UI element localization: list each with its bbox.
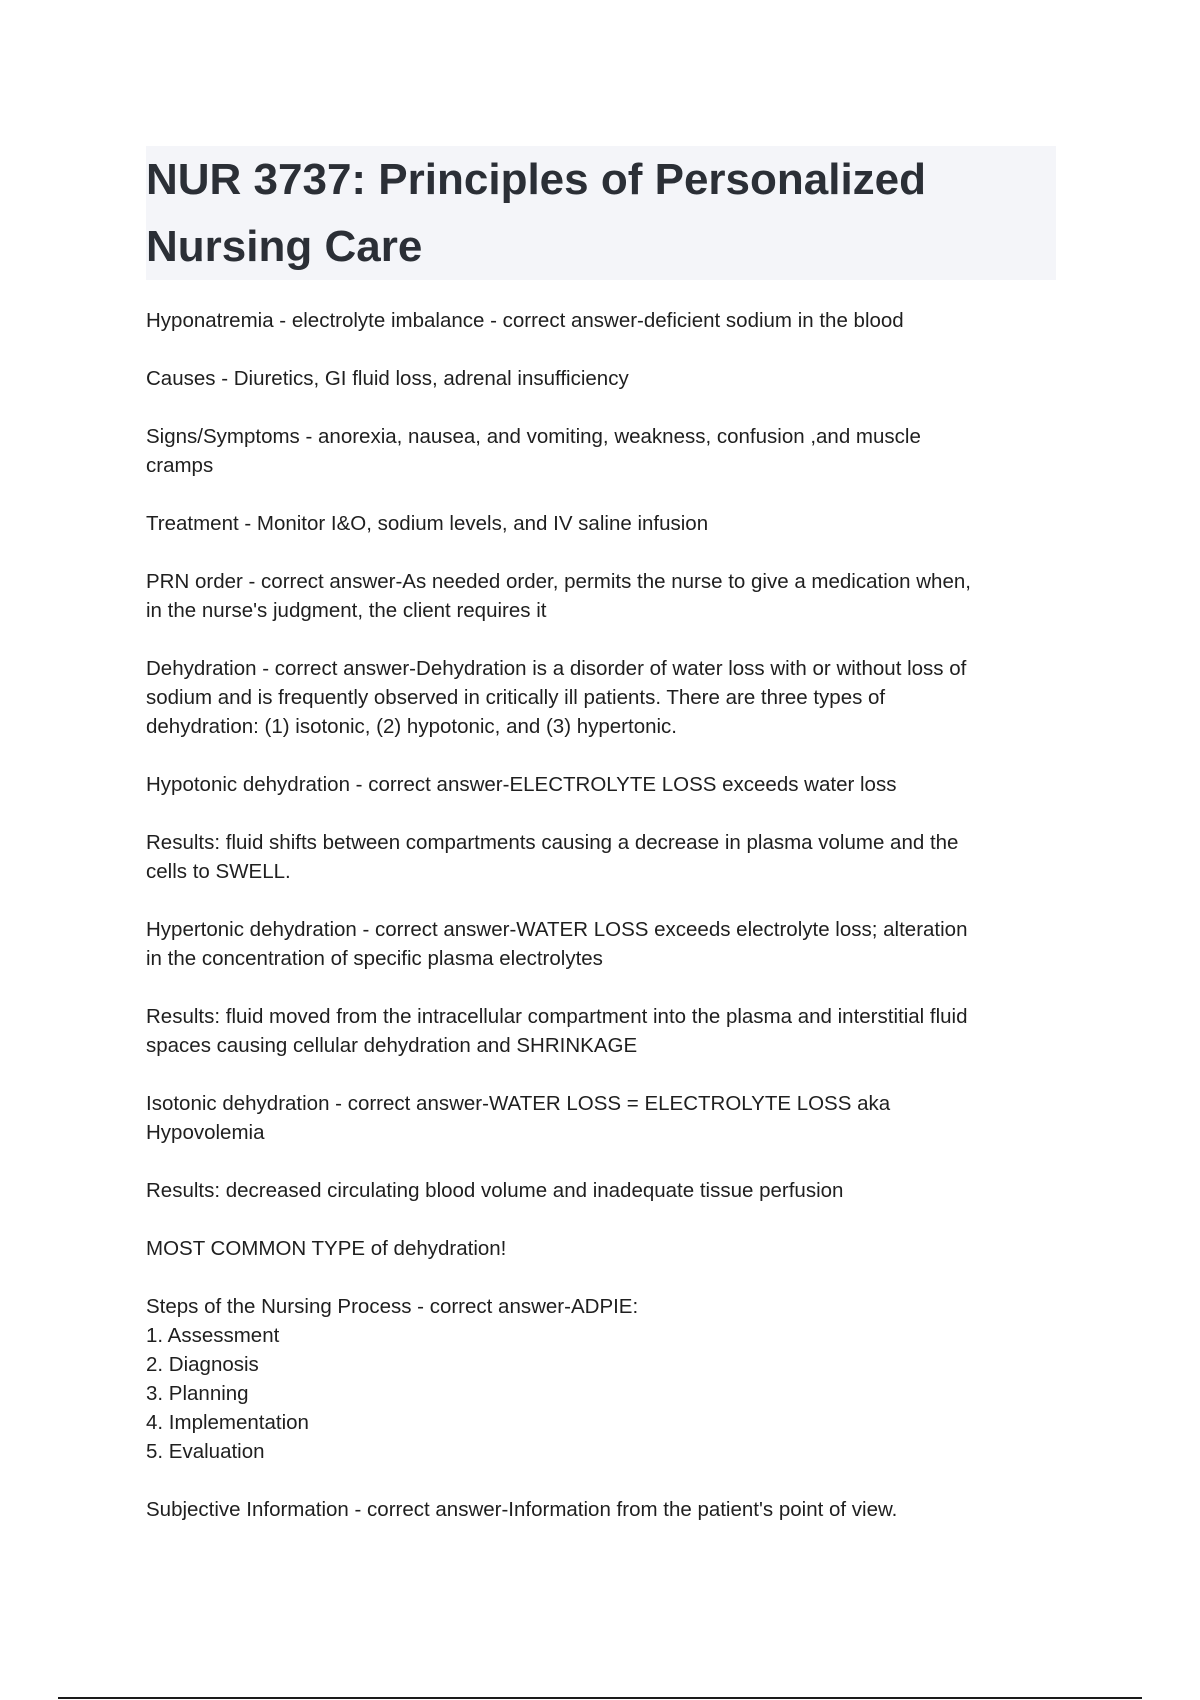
paragraph-hypotonic-results: Results: fluid shifts between compartments causing a decrease in plasma volume and the cells to SWELL.	[146, 831, 959, 883]
paragraph-hyponatremia: Hyponatremia - electrolyte imbalance - correct answer-deficient sodium in the blood	[146, 309, 904, 332]
document-body	[146, 306, 1056, 1553]
list-item: 2. Diagnosis	[146, 1353, 259, 1376]
list-item: 3. Planning	[146, 1382, 249, 1405]
paragraph-isotonic-results: Results: decreased circulating blood volume and inadequate tissue perfusion	[146, 1179, 844, 1202]
nursing-process-steps	[146, 1292, 1056, 1466]
paragraph-isotonic-dehydration: Isotonic dehydration - correct answer-WATER LOSS = ELECTROLYTE LOSS aka Hypovolemia	[146, 1092, 891, 1144]
page-title: NUR 3737: Principles of Personalized Nursing Care	[146, 155, 927, 271]
paragraph-hypertonic-dehydration: Hypertonic dehydration - correct answer-WATER LOSS exceeds electrolyte loss; alteration in the concentration of specific plasma electrolytes	[146, 918, 968, 970]
paragraph-prn-order: PRN order - correct answer-As needed order, permits the nurse to give a medication when, in the nurse's judgment, the client requires it	[146, 570, 971, 622]
paragraph-dehydration: Dehydration - correct answer-Dehydration is a disorder of water loss with or without loss of sodium and is frequently observed in critically ill patients. There are three types of dehydration: (1) isotonic, (2) hypotonic, and (3) hypertonic.	[146, 657, 967, 738]
steps-heading: Steps of the Nursing Process - correct answer-ADPIE:	[146, 1295, 639, 1318]
list-item: 4. Implementation	[146, 1411, 309, 1434]
page-bottom-divider	[58, 1697, 1142, 1699]
list-item: 5. Evaluation	[146, 1440, 265, 1463]
paragraph-causes: Causes - Diuretics, GI fluid loss, adrenal insufficiency	[146, 367, 629, 390]
paragraph-hypertonic-results: Results: fluid moved from the intracellular compartment into the plasma and interstitial fluid spaces causing cellular dehydration and SHRINKAGE	[146, 1005, 968, 1057]
title-banner	[146, 146, 1056, 280]
paragraph-signs-symptoms: Signs/Symptoms - anorexia, nausea, and vomiting, weakness, confusion ,and muscle cramps	[146, 425, 921, 477]
paragraph-subjective-information: Subjective Information - correct answer-Information from the patient's point of view.	[146, 1498, 898, 1521]
steps-list	[146, 1321, 1056, 1466]
paragraph-hypotonic-dehydration: Hypotonic dehydration - correct answer-ELECTROLYTE LOSS exceeds water loss	[146, 773, 897, 796]
list-item: 1. Assessment	[146, 1324, 280, 1347]
paragraph-most-common: MOST COMMON TYPE of dehydration!	[146, 1237, 507, 1260]
paragraph-treatment: Treatment - Monitor I&O, sodium levels, and IV saline infusion	[146, 512, 709, 535]
